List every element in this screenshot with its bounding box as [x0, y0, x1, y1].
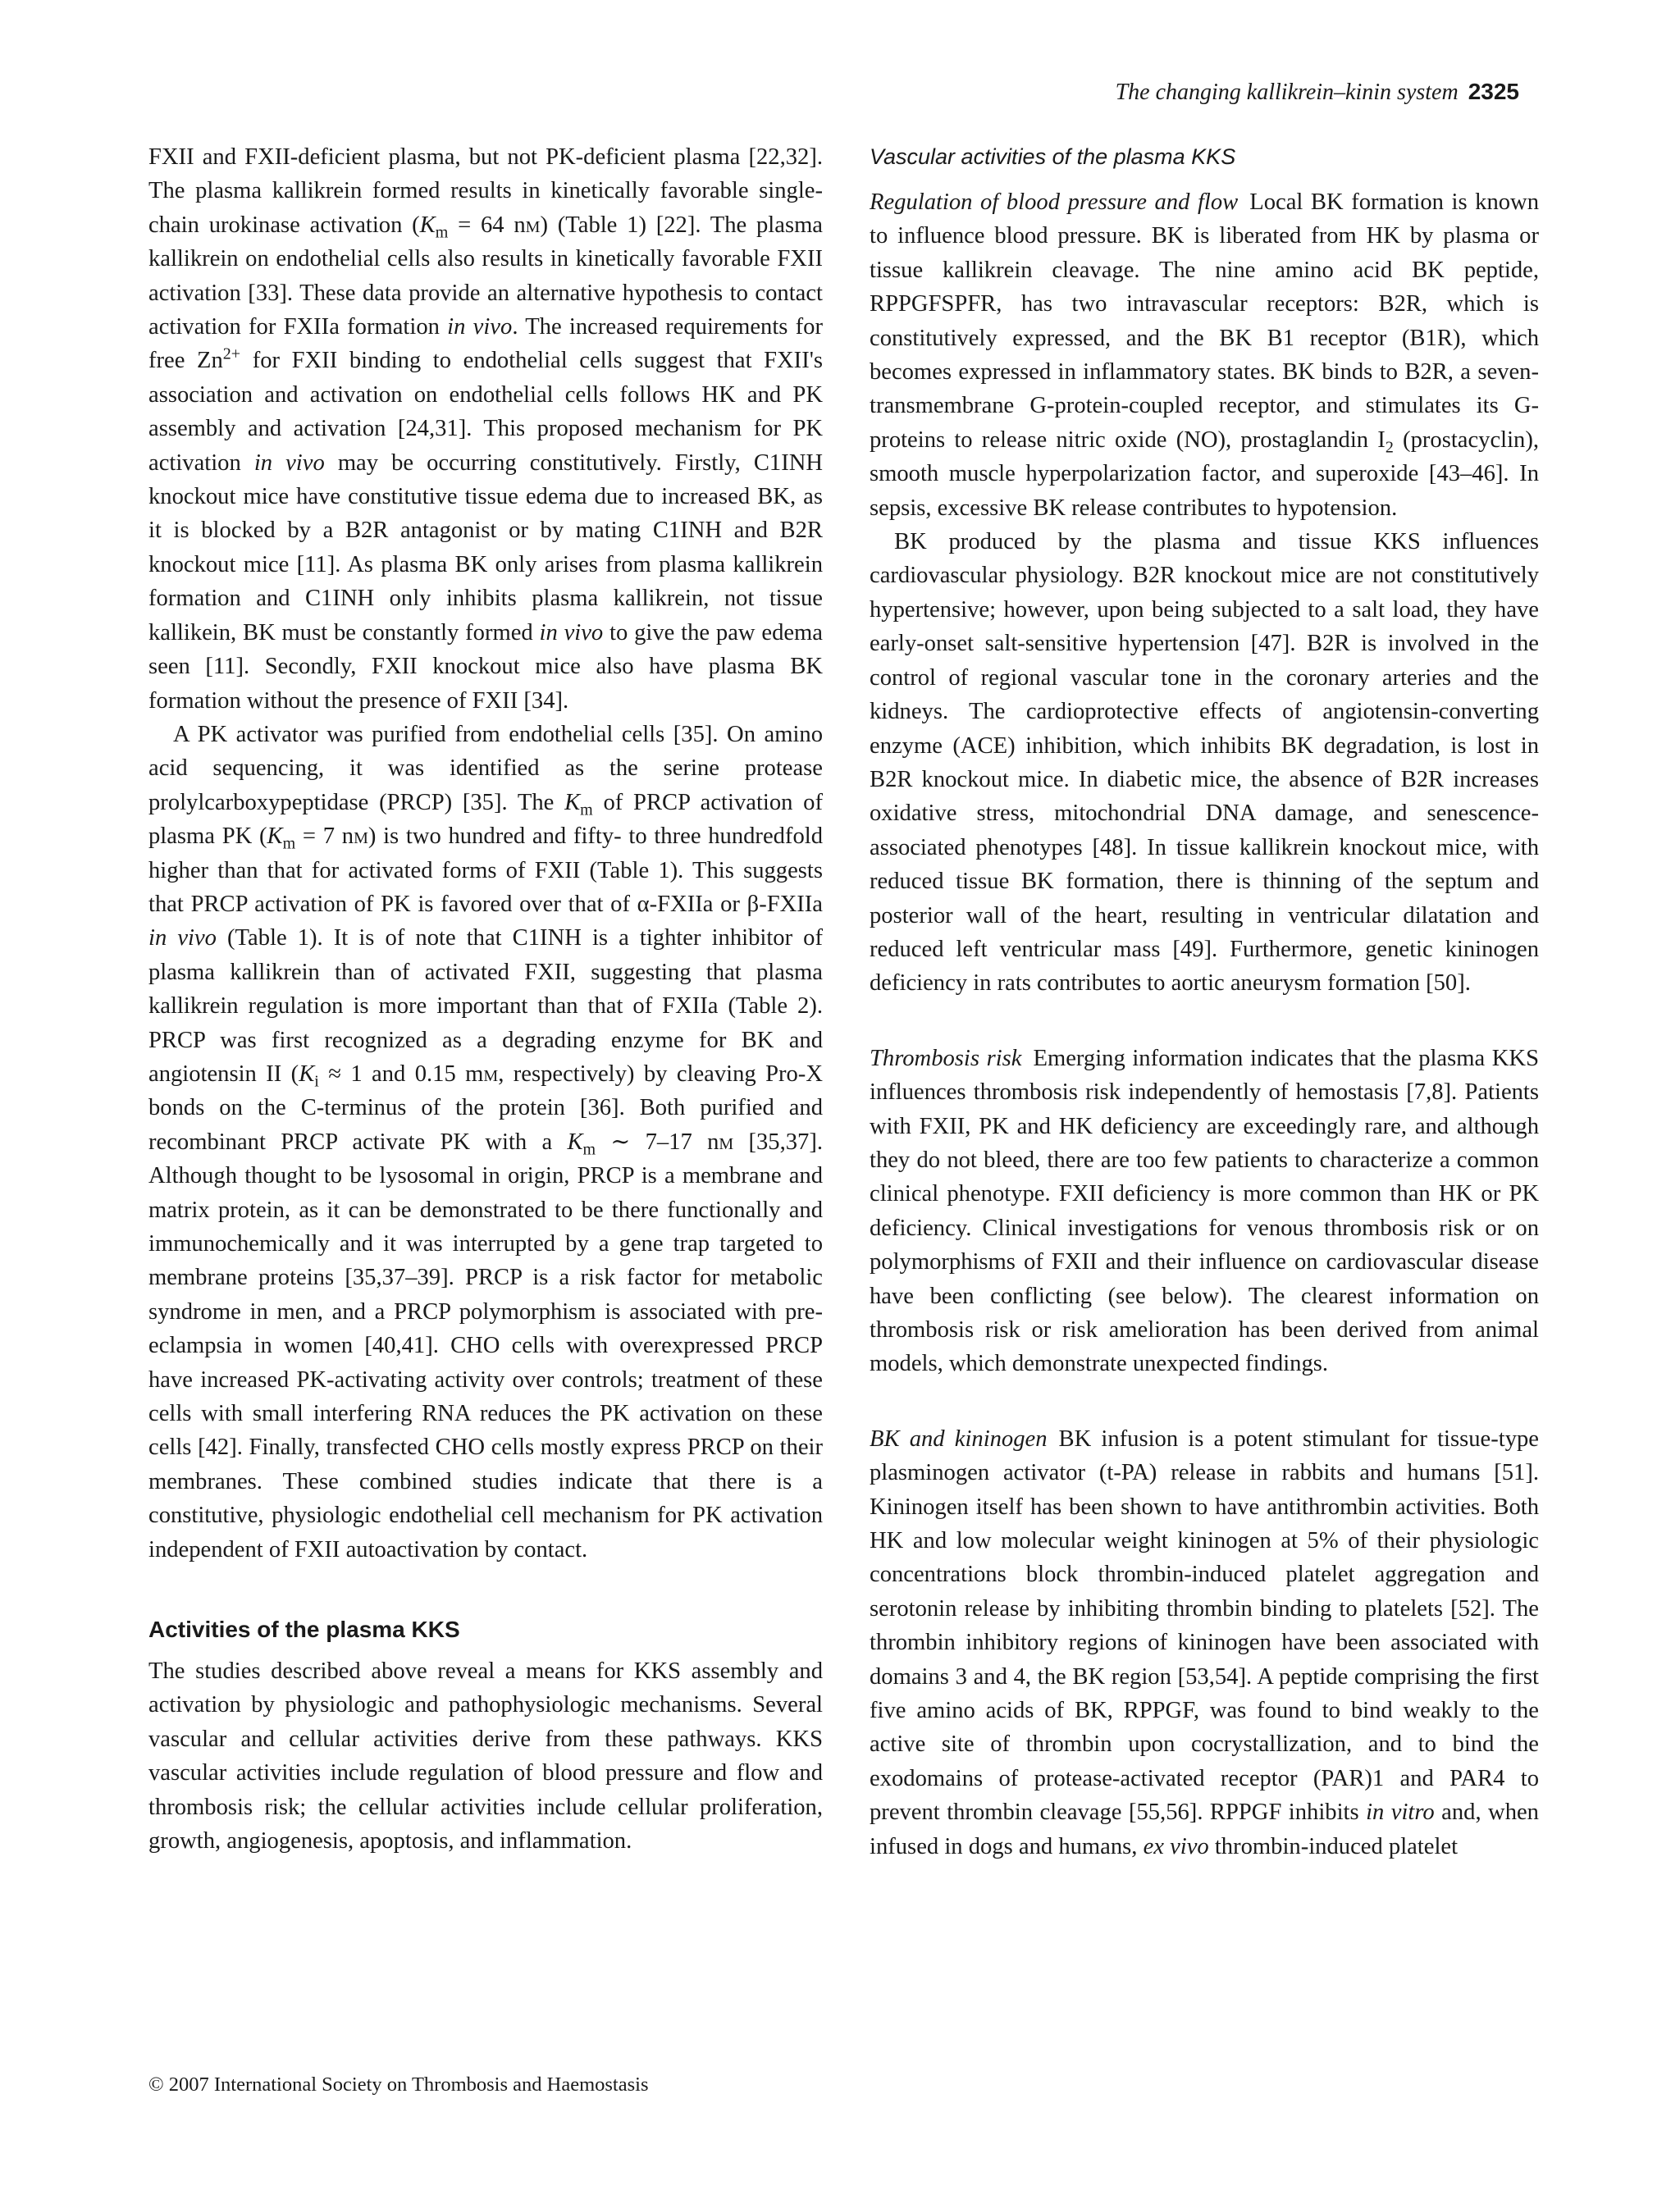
page-number: 2325 [1468, 79, 1519, 104]
left-column [148, 140, 823, 1859]
running-head [1116, 79, 1519, 106]
footer-copyright: © 2007 International Society on Thrombosis and Haemostasis [148, 2073, 649, 2096]
right-paragraph-1-text: Local BK formation is known to influence blood pressure. BK is liberated from HK by plasma or tissue kallikrein cleavage. The nine amino acid BK peptide, RPPGFSPFR, has two intravascular receptors: B2R, which is constitutively expressed, and the BK B1 receptor (B1R), which becomes expressed in inflammatory states. BK binds to B2R, a seven-transmembrane G-protein-coupled receptor, and stimulates its G-proteins to release nitric oxide (NO), prostaglandin $I_2$ (prostacyclin), smooth muscle hyperpolarization factor, and superoxide [43–46]. In sepsis, excessive BK release contributes to hypotension. [870, 189, 1539, 521]
right-column [870, 140, 1539, 1864]
right-paragraph-1 [870, 185, 1539, 525]
running-title: The changing kallikrein–kinin system [1115, 80, 1459, 105]
right-paragraph-2: BK produced by the plasma and tissue KKS influences cardiovascular physiology. B2R knockout mice are not constitutively hypertensive; however, upon being subjected to a salt load, they have early-onset salt-sensitive hypertension [47]. B2R is involved in the control of regional vascular tone in the coronary arteries and the kidneys. The cardioprotective effects of angiotensin-converting enzyme (ACE) inhibition, which inhibits BK degradation, is lost in B2R knockout mice. In diabetic mice, the absence of B2R increases oxidative stress, mitochondrial DNA damage, and senescence-associated phenotypes [48]. In tissue kallikrein knockout mice, with reduced tissue BK formation, there is thinning of the septum and posterior wall of the heart, resulting in ventricular dilatation and reduced left ventricular mass [49]. Furthermore, genetic kininogen deficiency in rats contributes to aortic aneurysm formation [50]. [870, 529, 1539, 997]
left-paragraph-3: The studies described above reveal a means for KKS assembly and activation by physiologic and pathophysiologic mechanisms. Several vascular and cellular activities derive from these pathways. KKS vascular activities include regulation of blood pressure and flow and thrombosis risk; the cellular activities include cellular proliferation, growth, angiogenesis, apoptosis, and inflammation. [148, 1658, 823, 1854]
right-paragraph-3-text: Emerging information indicates that the plasma KKS influences thrombosis risk independently of hemostasis [7,8]. Patients with FXII, PK and HK deficiency are exceedingly rare, and although they do not bleed, there are too few patients to characterize a common clinical phenotype. FXII deficiency is more common than HK or PK deficiency. Clinical investigations for venous thrombosis risk or on polymorphisms of FXII and their influence on cardiovascular disease have been conflicting (see below). The clearest information on thrombosis risk or risk amelioration has been derived from animal models, which demonstrate unexpected findings. [870, 1045, 1539, 1377]
left-paragraph-1: FXII and FXII-deficient plasma, but not PK-deficient plasma [22,32]. The plasma kallikrein formed results in kinetically favorable single-chain urokinase activation ($K_m = 64$ nm) (Table 1) [22]. The plasma kallikrein on endothelial cells also results in kinetically favorable FXII activation [33]. These data provide an alternative hypothesis to contact activation for FXIIa formation in vivo. The increased requirements for free $Zn^{2+}$ for FXII binding to endothelial cells suggest that FXII's association and activation on endothelial cells follows HK and PK assembly and activation [24,31]. This proposed mechanism for PK activation in vivo may be occurring constitutively. Firstly, C1INH knockout mice have constitutive tissue edema due to increased BK, as it is blocked by a B2R antagonist or by mating C1INH and B2R knockout mice [11]. As plasma BK only arises from plasma kallikrein formation and C1INH only inhibits plasma kallikrein, not tissue kallikein, BK must be constantly formed in vivo to give the paw edema seen [11]. Secondly, FXII knockout mice also have plasma BK formation without the presence of FXII [34]. [148, 144, 824, 714]
right-paragraph-3 [870, 1042, 1539, 1381]
runin-heading-thrombosis: Thrombosis risk [870, 1045, 1022, 1071]
section-heading-activities: Activities of the plasma KKS [148, 1617, 460, 1643]
subsection-heading-vascular: Vascular activities of the plasma KKS [870, 144, 1236, 169]
left-paragraph-2: A PK activator was purified from endothelial cells [35]. On amino acid sequencing, it was identified as the serine protease prolylcarboxypeptidase (PRCP) [35]. The $K_m$ of PRCP activation of plasma PK ($K_m = 7$ nm) is two hundred and fifty- to three hundredfold higher than that for activated forms of FXII (Table 1). This suggests that PRCP activation of PK is favored over that of α-FXIIa or β-FXIIa in vivo (Table 1). It is of note that C1INH is a tighter inhibitor of plasma kallikrein than of activated FXII, suggesting that plasma kallikrein regulation is more important than that of FXIIa (Table 2). PRCP was first recognized as a degrading enzyme for BK and angiotensin II ($K_i \approx 1$ and 0.15 mm, respectively) by cleaving Pro-X bonds on the C-terminus of the protein [36]. Both purified and recombinant PRCP activate PK with a $K_m$ ∼ 7–17 nm [35,37]. Although thought to be lysosomal in origin, PRCP is a membrane and matrix protein, as it can be demonstrated to be there functionally and immunochemically and it was interrupted by a gene trap targeted to membrane proteins [35,37–39]. PRCP is a risk factor for metabolic syndrome in men, and a PRCP polymorphism is associated with pre-eclampsia in women [40,41]. CHO cells with overexpressed PRCP have increased PK-activating activity over controls; treatment of these cells with small interfering RNA reduces the PK activation on these cells [42]. Finally, transfected CHO cells mostly express PRCP on their membranes. These combined studies indicate that there is a constitutive, physiologic endothelial cell mechanism for PK activation independent of FXII autoactivation by contact. [148, 721, 823, 1562]
right-paragraph-4-text: BK infusion is a potent stimulant for tissue-type plasminogen activator (t-PA) release in rabbits and humans [51]. Kininogen itself has been shown to have antithrombin activities. Both HK and low molecular weight kininogen at 5% of their physiologic concentrations block thrombin-induced platelet aggregation and serotonin release by inhibiting thrombin binding to platelets [52]. The thrombin inhibitory regions of kininogen have been associated with domains 3 and 4, the BK region [53,54]. A peptide comprising the first five amino acids of BK, RPPGF, was found to bind weakly to the active site of thrombin upon cocrystallization, and to bind the exodomains of protease-activated receptor (PAR)1 and PAR4 to prevent thrombin cleavage [55,56]. RPPGF inhibits in vitro and, when infused in dogs and humans, ex vivo thrombin-induced platelet [870, 1426, 1539, 1859]
runin-heading-blood-pressure: Regulation of blood pressure and flow [870, 189, 1239, 215]
runin-heading-bk-kininogen: BK and kininogen [870, 1426, 1048, 1452]
right-paragraph-4 [870, 1422, 1539, 1864]
